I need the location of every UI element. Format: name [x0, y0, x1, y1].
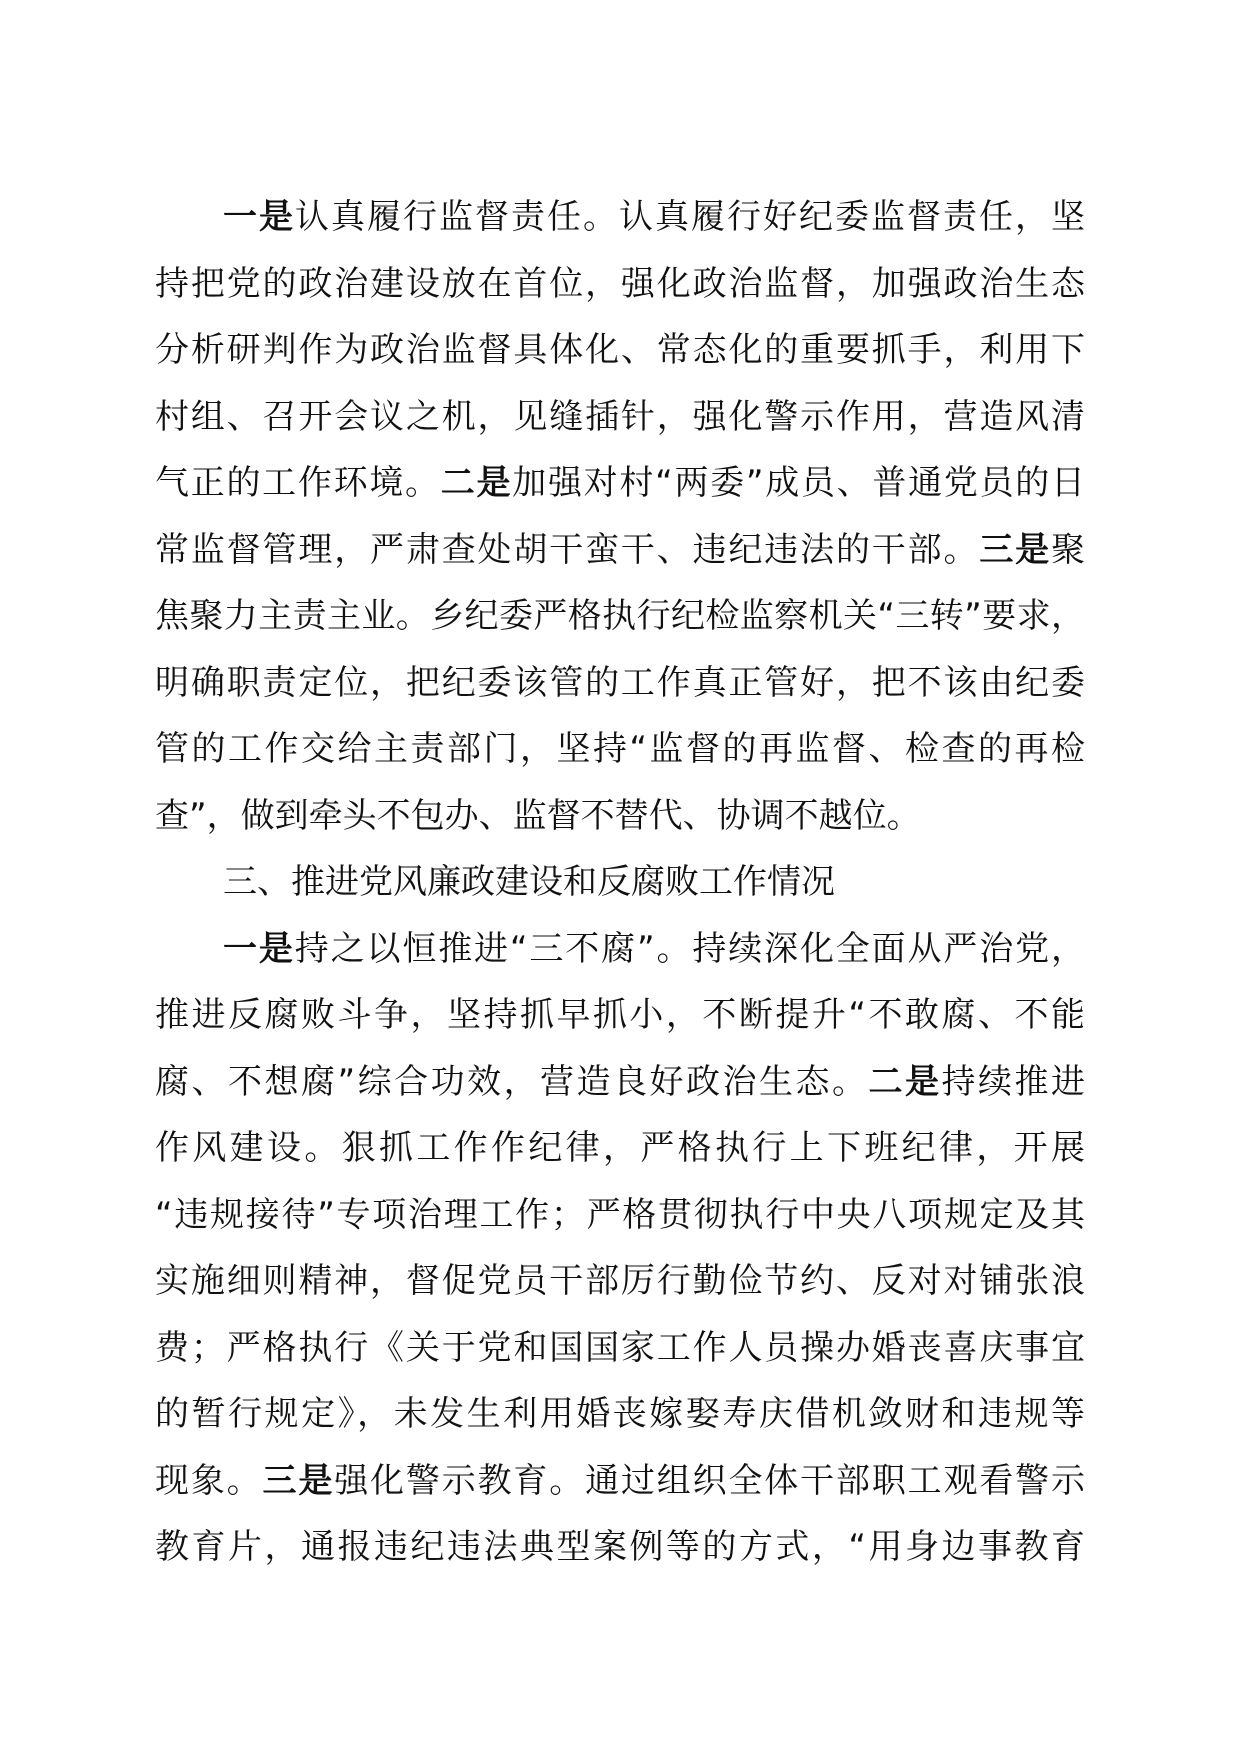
- text-line: [155, 384, 1085, 451]
- bold-run: 三是: [262, 1460, 335, 1501]
- text-run: 明确职责定位，把纪委该管的工作真正管好，把不该由纪委: [155, 662, 1085, 703]
- text-run: 强化警示教育。通过组织全体干部职工观看警示: [334, 1460, 1086, 1501]
- text-line: [155, 716, 1085, 783]
- bold-run: 三是: [979, 529, 1052, 570]
- text-line: [155, 982, 1085, 1049]
- text-run: 作风建设。狠抓工作作纪律，严格执行上下班纪律，开展: [155, 1128, 1085, 1168]
- text-run: 分析研判作为政治监督具体化、常态化的重要抓手，利用下: [155, 330, 1085, 370]
- text-line: [155, 450, 1085, 517]
- text-run: “违规接待”专项治理工作；严格贯彻执行中央八项规定及其: [155, 1194, 1085, 1235]
- text-line: [155, 1448, 1085, 1515]
- text-run: 费；严格执行《关于党和国国家工作人员操办婚丧喜庆事宜: [155, 1327, 1085, 1368]
- text-run: 气正的工作环境。: [155, 463, 441, 503]
- paragraph: [155, 916, 1085, 1581]
- text-run: 村组、召开会议之机，见缝插针，强化警示作用，营造风清: [155, 396, 1085, 437]
- text-run: 腐、不想腐”综合功效，营造良好政治生态。: [155, 1061, 869, 1102]
- text-line: [155, 1381, 1085, 1448]
- text-line: [155, 783, 1085, 850]
- text-line: [155, 251, 1085, 318]
- text-line: [155, 583, 1085, 650]
- text-line: [155, 1182, 1085, 1249]
- bold-run: 一是: [223, 197, 295, 237]
- text-run: 的暂行规定》，未发生利用婚丧嫁娶寿庆借机敛财和违规等: [155, 1394, 1085, 1434]
- text-run: 实施细则精神，督促党员干部厉行勤俭节约、反对对铺张浪: [155, 1261, 1085, 1301]
- text-line: [155, 1514, 1085, 1581]
- paragraph: [155, 184, 1085, 849]
- text-run: 认真履行监督责任。认真履行好纪委监督责任，坚: [295, 197, 1085, 237]
- text-run: 持续推进: [941, 1061, 1086, 1102]
- text-run: 现象。: [155, 1460, 263, 1501]
- text-run: 持把党的政治建设放在首位，强化政治监督，加强政治生态: [155, 263, 1085, 304]
- text-run: 查”，做到牵头不包办、监督不替代、协调不越位。: [155, 795, 921, 836]
- text-run: 聚: [1051, 529, 1086, 570]
- text-run: 加强对村“两委”成员、普通党员的日: [512, 463, 1086, 503]
- text-run: 常监督管理，严肃查处胡干蛮干、违纪违法的干部。: [155, 529, 980, 570]
- text-run: 推进反腐败斗争，坚持抓早抓小，不断提升“不敢腐、不能: [155, 995, 1085, 1035]
- text-run: 持之以恒推进“三不腐”。持续深化全面从严治党，: [294, 928, 1085, 969]
- bold-run: 二是: [868, 1061, 942, 1102]
- document-page: [155, 184, 1085, 1581]
- text-run: 管的工作交给主责部门，坚持“监督的再监督、检查的再检: [155, 729, 1085, 769]
- text-line: [155, 1315, 1085, 1382]
- text-line: [155, 1248, 1085, 1315]
- text-line: [155, 517, 1085, 584]
- text-run: 焦聚力主责主业。乡纪委严格执行纪检监察机关“三转”要求，: [155, 596, 1085, 636]
- bold-run: 一是: [223, 928, 295, 969]
- text-run: 三、推进党风廉政建设和反腐败工作情况: [223, 862, 835, 902]
- section-heading: [155, 849, 1085, 916]
- text-line: [155, 317, 1085, 384]
- text-run: 教育片，通报违纪违法典型案例等的方式，“用身边事教育: [155, 1527, 1085, 1567]
- text-line: [155, 1049, 1085, 1116]
- bold-run: 二是: [440, 463, 513, 503]
- text-line: [155, 916, 1085, 983]
- text-line: [155, 849, 1085, 916]
- text-line: [155, 1115, 1085, 1182]
- text-line: [155, 650, 1085, 717]
- text-line: [155, 184, 1085, 251]
